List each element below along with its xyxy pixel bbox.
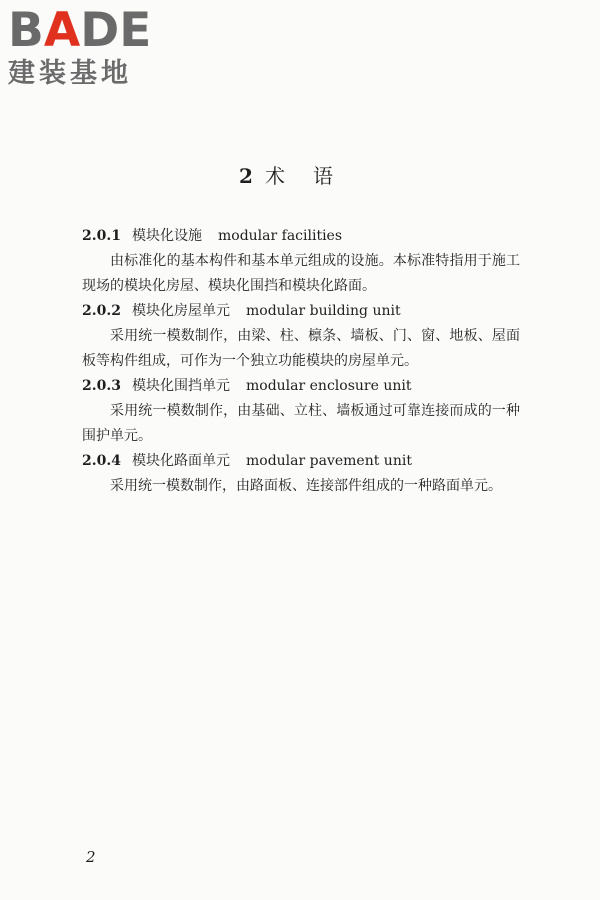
term-name-zh: 模块化路面单元 [132, 453, 230, 469]
logo-subtitle: 建装基地 [8, 58, 132, 89]
logo-letters-de: DE [80, 3, 152, 58]
term-name-en: modular enclosure unit [246, 378, 412, 394]
logo-letter-a: A [43, 3, 81, 58]
logo-letter-b: B [8, 3, 44, 58]
term-heading [82, 224, 520, 249]
term-definition: 由标准化的基本构件和基本单元组成的设施。本标准特指用于施工现场的模块化房屋、模块化围挡和模块化路面。 [82, 253, 520, 294]
term-name-zh: 模块化围挡单元 [132, 378, 230, 394]
page-number: 2 [86, 848, 96, 866]
term-number: 2.0.1 [82, 228, 121, 244]
term-definition: 采用统一模数制作，由基础、立柱、墙板通过可靠连接而成的一种围护单元。 [82, 403, 520, 444]
chapter-heading [0, 160, 600, 189]
term-name-en: modular facilities [218, 228, 343, 244]
term-heading [82, 374, 520, 399]
term-name-en: modular building unit [246, 303, 401, 319]
chapter-number: 2 [239, 164, 255, 188]
term-definition: 采用统一模数制作，由路面板、连接部件组成的一种路面单元。 [110, 478, 502, 494]
logo-wordmark [8, 3, 178, 58]
term-entry [82, 449, 520, 499]
term-name-zh: 模块化房屋单元 [132, 303, 230, 319]
term-name-zh: 模块化设施 [132, 228, 202, 244]
term-entry [82, 224, 520, 299]
term-heading [82, 449, 520, 474]
brand-logo [8, 3, 178, 90]
term-heading [82, 299, 520, 324]
term-number: 2.0.4 [82, 453, 121, 469]
term-name-en: modular pavement unit [246, 453, 412, 469]
term-list [82, 224, 520, 499]
term-entry [82, 374, 520, 449]
term-definition: 采用统一模数制作，由梁、柱、檩条、墙板、门、窗、地板、屋面板等构件组成，可作为一个独立功能模块的房屋单元。 [82, 328, 520, 369]
term-number: 2.0.2 [82, 303, 121, 319]
term-entry [82, 299, 520, 374]
term-number: 2.0.3 [82, 378, 121, 394]
chapter-title: 术语 [264, 164, 361, 188]
